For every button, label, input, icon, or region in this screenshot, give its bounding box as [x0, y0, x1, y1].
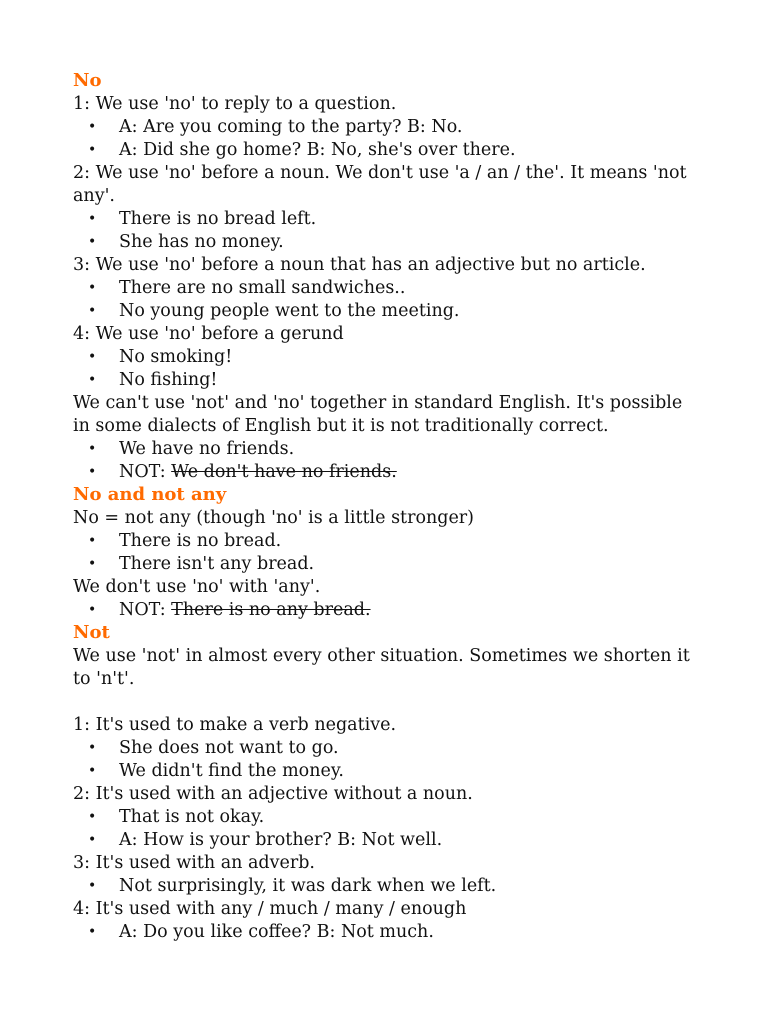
rule-4-gerund: 4: We use 'no' before a gerund: [73, 324, 344, 344]
not-intro: We use 'not' in almost every other situation. Sometimes we shorten it to 'n't'.: [73, 646, 690, 689]
no-with-any-rule: We don't use 'no' with 'any'.: [73, 577, 321, 597]
not-rule-1-verb: 1: It's used to make a verb negative.: [73, 715, 397, 735]
not-prefix: NOT:: [119, 600, 172, 620]
list-item: • No smoking!: [73, 346, 703, 369]
list-item: • A: Are you coming to the party? B: No.: [73, 116, 703, 139]
heading-not: Not: [73, 622, 110, 643]
list-item: • There is no bread left.: [73, 208, 703, 231]
heading-no: No: [73, 70, 102, 91]
not-rule-2-adjective: 2: It's used with an adjective without a noun.: [73, 784, 473, 804]
rule-1-examples: [73, 116, 703, 162]
list-item: • A: How is your brother? B: Not well.: [73, 829, 703, 852]
not-rule-1-examples: [73, 737, 703, 783]
list-item: • There isn't any bread.: [73, 553, 703, 576]
wrong-example: We don't have no friends.: [171, 462, 397, 482]
not-rule-4-quantifiers: 4: It's used with any / much / many / enough: [73, 899, 467, 919]
list-item: • She has no money.: [73, 231, 703, 254]
no-not-any-intro: No = not any (though 'no' is a little stronger): [73, 508, 475, 528]
list-item: • Not surprisingly, it was dark when we left.: [73, 875, 703, 898]
rule-2-before-noun: 2: We use 'no' before a noun. We don't use 'a / an / the'. It means 'not any'.: [73, 163, 687, 206]
list-item: • She does not want to go.: [73, 737, 703, 760]
paragraph-gap: [73, 691, 703, 714]
list-item: [73, 461, 703, 484]
list-item: • There are no small sandwiches..: [73, 277, 703, 300]
list-item: • We have no friends.: [73, 438, 703, 461]
not-prefix: NOT:: [119, 462, 172, 482]
double-negative-examples: [73, 438, 703, 484]
list-item: • There is no bread.: [73, 530, 703, 553]
no-with-any-examples: [73, 599, 703, 622]
list-item: • No young people went to the meeting.: [73, 300, 703, 323]
heading-no-and-not-any: No and not any: [73, 484, 227, 505]
wrong-example: There is no any bread.: [171, 600, 371, 620]
rule-3-examples: [73, 277, 703, 323]
double-negative-note: We can't use 'not' and 'no' together in standard English. It's possible in some dialects of English but it is not traditionally correct.: [73, 393, 683, 436]
rule-4-examples: [73, 346, 703, 392]
document-body: [73, 70, 703, 944]
list-item: • No fishing!: [73, 369, 703, 392]
not-rule-2-examples: [73, 806, 703, 852]
not-rule-4-examples: [73, 921, 703, 944]
not-rule-3-adverb: 3: It's used with an adverb.: [73, 853, 315, 873]
rule-1-reply: 1: We use 'no' to reply to a question.: [73, 94, 397, 114]
list-item: • A: Did she go home? B: No, she's over there.: [73, 139, 703, 162]
list-item: [73, 599, 703, 622]
rule-2-examples: [73, 208, 703, 254]
no-not-any-examples: [73, 530, 703, 576]
list-item: • That is not okay.: [73, 806, 703, 829]
list-item: • A: Do you like coffee? B: Not much.: [73, 921, 703, 944]
rule-3-adjective: 3: We use 'no' before a noun that has an adjective but no article.: [73, 255, 646, 275]
not-rule-3-examples: [73, 875, 703, 898]
list-item: • We didn't find the money.: [73, 760, 703, 783]
